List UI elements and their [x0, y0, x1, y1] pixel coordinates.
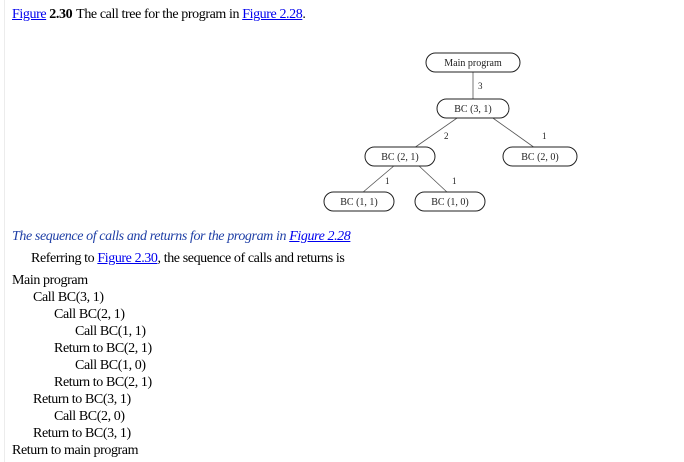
edge-bc31-bc20 [490, 116, 535, 148]
sequence-line: Main program [12, 273, 88, 288]
sequence-intro [31, 251, 344, 267]
edge-label-bc31-bc20: 1 [542, 131, 547, 141]
sequence-line: Call BC(1, 1) [75, 324, 146, 339]
sequence-title [12, 229, 350, 245]
node-bc-1-0 [415, 192, 485, 211]
figure-link[interactable]: Figure [12, 7, 47, 22]
sequence-line: Call BC(2, 0) [54, 409, 125, 424]
sequence-line: Return to BC(2, 1) [54, 341, 152, 356]
intro-suffix: , the sequence of calls and returns is [157, 251, 345, 266]
figure-number: 2.30 [49, 7, 73, 22]
figure-caption-text: The call tree for the program in [76, 7, 240, 22]
intro-prefix: Referring to [31, 251, 95, 266]
svg-text:BC (1, 1): BC (1, 1) [340, 197, 378, 208]
caption-period: . [302, 7, 306, 22]
node-main-program [426, 53, 520, 72]
call-tree-diagram [0, 0, 684, 225]
sequence-line: Return to BC(2, 1) [54, 375, 152, 390]
node-bc-2-1 [365, 147, 435, 166]
sequence-line: Call BC(3, 1) [33, 290, 104, 305]
intro-figure-2-30-link[interactable]: Figure 2.30 [97, 251, 158, 266]
edge-label-bc21-bc11: 1 [385, 176, 390, 186]
sequence-line: Call BC(1, 0) [75, 358, 146, 373]
figure-2-28-link[interactable]: Figure 2.28 [242, 7, 303, 22]
sequence-line: Return to BC(3, 1) [33, 392, 131, 407]
edge-label-bc31-bc21: 2 [444, 131, 449, 141]
edge-bc21-bc10 [418, 165, 448, 193]
sequence-title-text: The sequence of calls and returns for the program in [12, 229, 287, 244]
sequence-line: Return to main program [12, 443, 139, 458]
node-bc-3-1 [437, 99, 509, 118]
node-bc-2-0 [503, 147, 577, 166]
edge-bc31-bc21 [414, 116, 460, 148]
edge-bc21-bc11 [362, 165, 395, 193]
node-bc-1-1 [324, 192, 394, 211]
svg-text:BC (3, 1): BC (3, 1) [454, 104, 492, 115]
sequence-line: Call BC(2, 1) [54, 307, 125, 322]
edge-label-bc21-bc10: 1 [452, 176, 457, 186]
svg-text:BC (2, 0): BC (2, 0) [521, 152, 559, 163]
edge-label-main-bc31: 3 [478, 81, 483, 91]
sequence-line: Return to BC(3, 1) [33, 426, 131, 441]
svg-text:BC (1, 0): BC (1, 0) [431, 197, 469, 208]
sequence-figure-2-28-link[interactable]: Figure 2.28 [289, 229, 351, 244]
svg-text:BC (2, 1): BC (2, 1) [381, 152, 419, 163]
svg-text:Main program: Main program [444, 58, 502, 69]
